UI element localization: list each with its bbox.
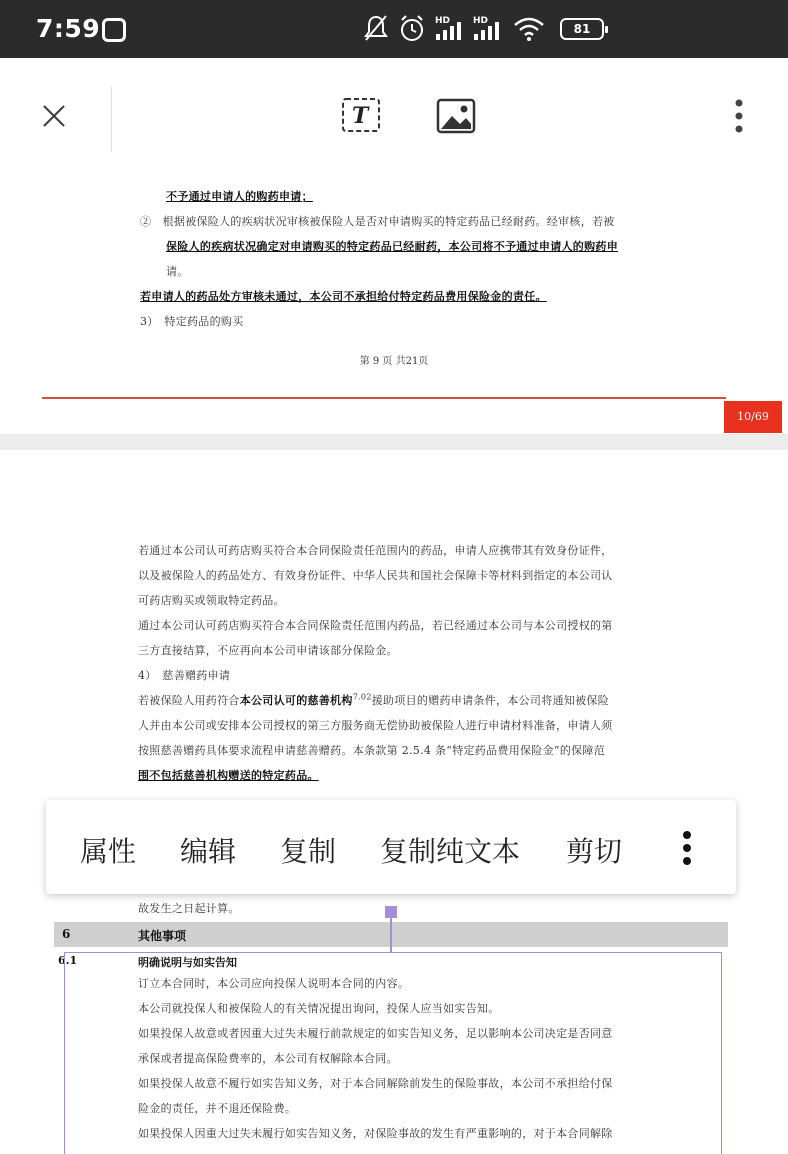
selection-handle[interactable] bbox=[385, 906, 397, 918]
doc-line: 不予通过申请人的购药申请； bbox=[166, 190, 313, 203]
doc-line: 故发生之日起计算。 bbox=[138, 902, 240, 915]
page-indicator[interactable]: 10/69 bbox=[724, 401, 782, 433]
menu-item-edit[interactable]: 编辑 bbox=[180, 835, 237, 868]
alarm-icon bbox=[398, 12, 426, 46]
doc-line: 三方直接结算，不应再向本公司申请该部分保险金。 bbox=[138, 644, 398, 657]
svg-text:HD: HD bbox=[473, 16, 489, 26]
doc-line: 承保或者提高保险费率的，本公司有权解除本合同。 bbox=[138, 1052, 398, 1065]
svg-text:HD: HD bbox=[435, 16, 451, 26]
doc-line: 本公司就投保人和被保险人的有关情况提出询问，投保人应当如实告知。 bbox=[138, 1002, 500, 1015]
status-bar bbox=[0, 0, 788, 58]
doc-line: 如果投保人故意或者因重大过失未履行前款规定的如实告知义务，足以影响本公司决定是否同意 bbox=[138, 1027, 613, 1040]
document-page-9 bbox=[0, 176, 788, 434]
page-number: 第 9 页 共21页 bbox=[359, 356, 429, 367]
more-vertical-icon[interactable] bbox=[680, 830, 694, 866]
doc-line: 请。 bbox=[166, 265, 189, 278]
signal-hd-2-icon bbox=[472, 12, 506, 46]
doc-text: 若被保险人用药符合 bbox=[138, 694, 240, 707]
doc-line: 险金的责任，并不退还保险费。 bbox=[138, 1102, 297, 1115]
menu-item-cut[interactable]: 剪切 bbox=[566, 835, 623, 868]
doc-line: 可药店购买或领取特定药品。 bbox=[138, 594, 285, 607]
doc-line: 4） 慈善赠药申请 bbox=[138, 669, 231, 682]
doc-line: ② 根据被保险人的疾病状况审核被保险人是否对申请购买的特定药品已经耐药。经审核，若被 bbox=[140, 215, 615, 228]
doc-line: 人并由本公司或安排本公司授权的第三方服务商无偿协助被保险人进行申请材料准备，申请人须 bbox=[138, 719, 613, 732]
doc-text: 援助项目的赠药申请条件，本公司将通知被保险 bbox=[371, 694, 610, 707]
doc-line-charity bbox=[138, 692, 609, 708]
doc-line: 若通过本公司认可药店购买符合本合同保险责任范围内的药品，申请人应携带其有效身份证件， bbox=[138, 544, 613, 557]
menu-item-properties[interactable]: 属性 bbox=[80, 835, 137, 868]
doc-line: 3） 特定药品的购买 bbox=[140, 315, 244, 328]
doc-line: 围不包括慈善机构赠送的特定药品。 bbox=[138, 769, 319, 782]
doc-strong-text: 本公司认可的慈善机构 bbox=[239, 694, 353, 707]
subsection-number: 6.1 bbox=[58, 954, 78, 967]
editor-toolbar bbox=[0, 58, 788, 176]
subsection-title: 明确说明与如实告知 bbox=[138, 956, 237, 969]
section-title: 其他事项 bbox=[138, 929, 187, 943]
doc-line: 按照慈善赠药具体要求流程申请慈善赠药。本条款第 2.5.4 条“特定药品费用保险金”的保障范 bbox=[138, 744, 606, 757]
more-vertical-icon[interactable] bbox=[732, 98, 746, 134]
battery-icon: 81 bbox=[560, 18, 604, 40]
doc-line: 如果投保人因重大过失未履行如实告知义务，对保险事故的发生有严重影响的，对于本合同解除 bbox=[138, 1127, 613, 1140]
doc-line: 订立本合同时，本公司应向投保人说明本合同的内容。 bbox=[138, 977, 410, 990]
doc-line: 通过本公司认可药店购买符合本合同保险责任范围内药品，若已经通过本公司与本公司授权的第 bbox=[138, 619, 613, 632]
toolbar-divider bbox=[111, 86, 112, 152]
selection-stem bbox=[390, 918, 392, 952]
doc-line: 以及被保险人的药品处方、有效身份证件、中华人民共和国社会保障卡等材料到指定的本公司认 bbox=[138, 569, 613, 582]
signal-hd-1-icon bbox=[434, 12, 468, 46]
doc-line: 如果投保人故意不履行如实告知义务，对于本合同解除前发生的保险事故，本公司不承担给付保 bbox=[138, 1077, 613, 1090]
selection-box[interactable] bbox=[64, 952, 722, 1154]
footnote-ref: 7.02 bbox=[352, 692, 372, 702]
page-break-line bbox=[42, 397, 726, 399]
text-insert-icon[interactable] bbox=[340, 96, 382, 134]
menu-item-copy[interactable]: 复制 bbox=[280, 835, 337, 868]
menu-item-copy-plain-text[interactable]: 复制纯文本 bbox=[380, 835, 521, 868]
status-time: 7:59 bbox=[36, 14, 101, 43]
screen-record-icon bbox=[102, 18, 126, 42]
image-insert-icon[interactable] bbox=[436, 98, 476, 134]
wifi-icon bbox=[512, 12, 546, 46]
section-number: 6 bbox=[62, 927, 71, 941]
context-menu bbox=[46, 800, 736, 894]
mute-icon bbox=[362, 12, 390, 46]
doc-line: 保险人的疾病状况确定对申请购买的特定药品已经耐药，本公司将不予通过申请人的购药申 bbox=[166, 240, 618, 253]
close-icon[interactable] bbox=[40, 102, 68, 130]
doc-line: 若申请人的药品处方审核未通过，本公司不承担给付特定药品费用保险金的责任。 bbox=[140, 290, 547, 303]
svg-text:T: T bbox=[352, 103, 369, 129]
